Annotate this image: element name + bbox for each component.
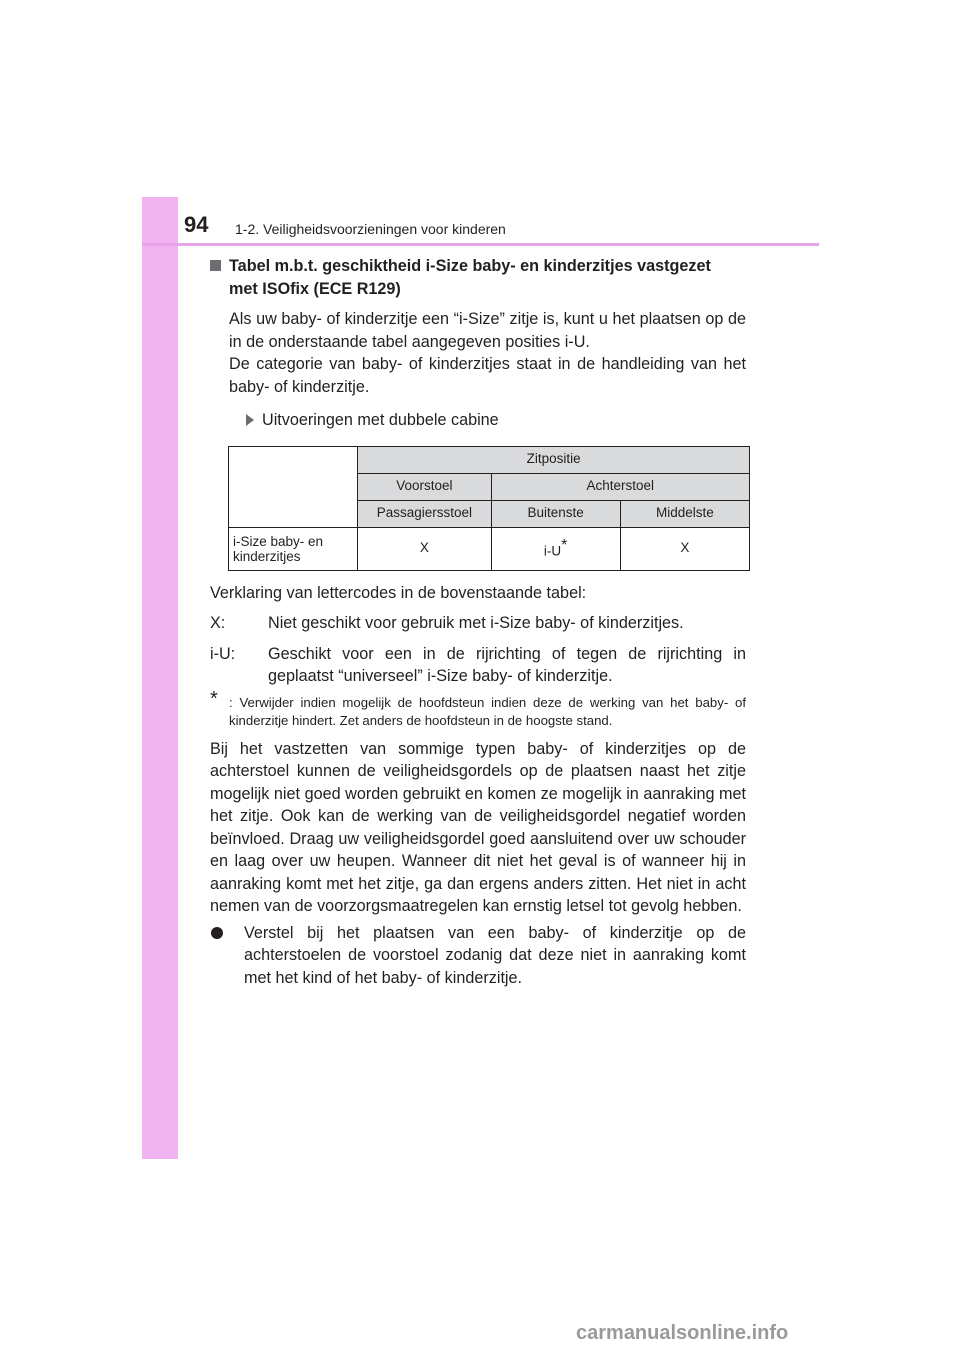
legend-text: Niet geschikt voor gebruik met i-Size baby- of kinderzitjes. (268, 614, 684, 632)
warning-paragraph: Bij het vastzetten van sommige typen baby- of kinderzitjes op de achterstoel kunnen de veiligheidsgordels op de plaatsen naast het zitje mogelijk niet goed worden gebruikt en komen ze mogelijk in aanraking met het zitje. Ook kan de werking van de veiligheidsgordel negatief worden beïnvloed. Draag uw veiligheidsgordel goed aansluitend over uw schouder en laag over uw heupen. Wanneer dit niet het geval is of wanneer hij in aanraking komt met het zitje, ga dan ergens anders zitten. Het niet in acht nemen van de voorzorgsmaatregelen kan ernstig letsel tot gevolg hebben. (210, 739, 746, 915)
table-header-passenger: Passagiersstoel (358, 500, 491, 527)
page-body (210, 252, 746, 989)
bullet-text: Verstel bij het plaatsen van een baby- of kinderzitje op de achterstoelen de voorstoel zodanig dat deze niet in aanraking komt met het kind of het baby- of kinderzitje. (244, 923, 746, 987)
isize-suitability-table (228, 446, 750, 571)
heading-line-2: met ISOfix (ECE R129) (229, 279, 401, 298)
intro-paragraph-1: Als uw baby- of kinderzitje een “i-Size” zitje is, kunt u het plaatsen op de in de onderstaande tabel aangegeven posities i-U. (229, 310, 746, 351)
table-row-label: i-Size baby- en kinderzitjes (229, 527, 358, 570)
header-rule (142, 243, 819, 246)
table-header-front-seat: Voorstoel (358, 473, 491, 500)
variant-label (210, 409, 746, 432)
table-header-rear-seat: Achterstoel (491, 473, 749, 500)
chapter-sidebar-tab (142, 197, 178, 1159)
table-corner-cell (229, 446, 358, 527)
variant-text: Uitvoeringen met dubbele cabine (262, 411, 499, 429)
intro-paragraph-2: De categorie van baby- of kinderzitjes staat in de handleiding van het baby- of kinderzitje. (229, 355, 746, 396)
legend-item-iu (210, 643, 746, 688)
legend-key: X: (210, 614, 226, 632)
footnote (210, 687, 746, 730)
bullet-item (210, 922, 746, 990)
legend-intro: Verklaring van lettercodes in de bovenstaande tabel: (210, 583, 587, 602)
footer-watermark: carmanualsonline.info (576, 1322, 789, 1344)
round-bullet-icon (211, 927, 223, 939)
legend-text: Geschikt voor een in de rijrichting of tegen de rijrichting in geplaatst “universeel” i-Size baby- of kinderzitje. (268, 644, 746, 685)
table-cell-middle: X (620, 527, 749, 570)
table-header-middle: Middelste (620, 500, 749, 527)
heading-line-1: Tabel m.b.t. geschiktheid i-Size baby- en kinderzitjes vastgezet (229, 257, 711, 275)
table-cell-passenger: X (358, 527, 491, 570)
footnote-text: : Verwijder indien mogelijk de hoofdsteun indien deze de werking van het baby- of kinderzitje hindert. Zet anders de hoofdsteun in de hoogste stand. (229, 694, 746, 728)
footnote-star: * (210, 687, 218, 710)
table-header-outer: Buitenste (491, 500, 620, 527)
table-group-header: Zitpositie (358, 446, 750, 473)
table-cell-outer-value: i-U (543, 543, 562, 558)
square-bullet-icon (210, 260, 221, 271)
section-heading (210, 255, 746, 300)
legend-key: i-U: (210, 644, 236, 663)
legend-item-x (210, 612, 746, 635)
table-cell-outer (491, 527, 620, 570)
footnote-marker: * (561, 536, 568, 554)
triangle-marker-icon (246, 414, 254, 426)
section-title: 1-2. Veiligheidsvoorzieningen voor kinderen (235, 221, 506, 237)
page-number: 94 (184, 212, 209, 237)
